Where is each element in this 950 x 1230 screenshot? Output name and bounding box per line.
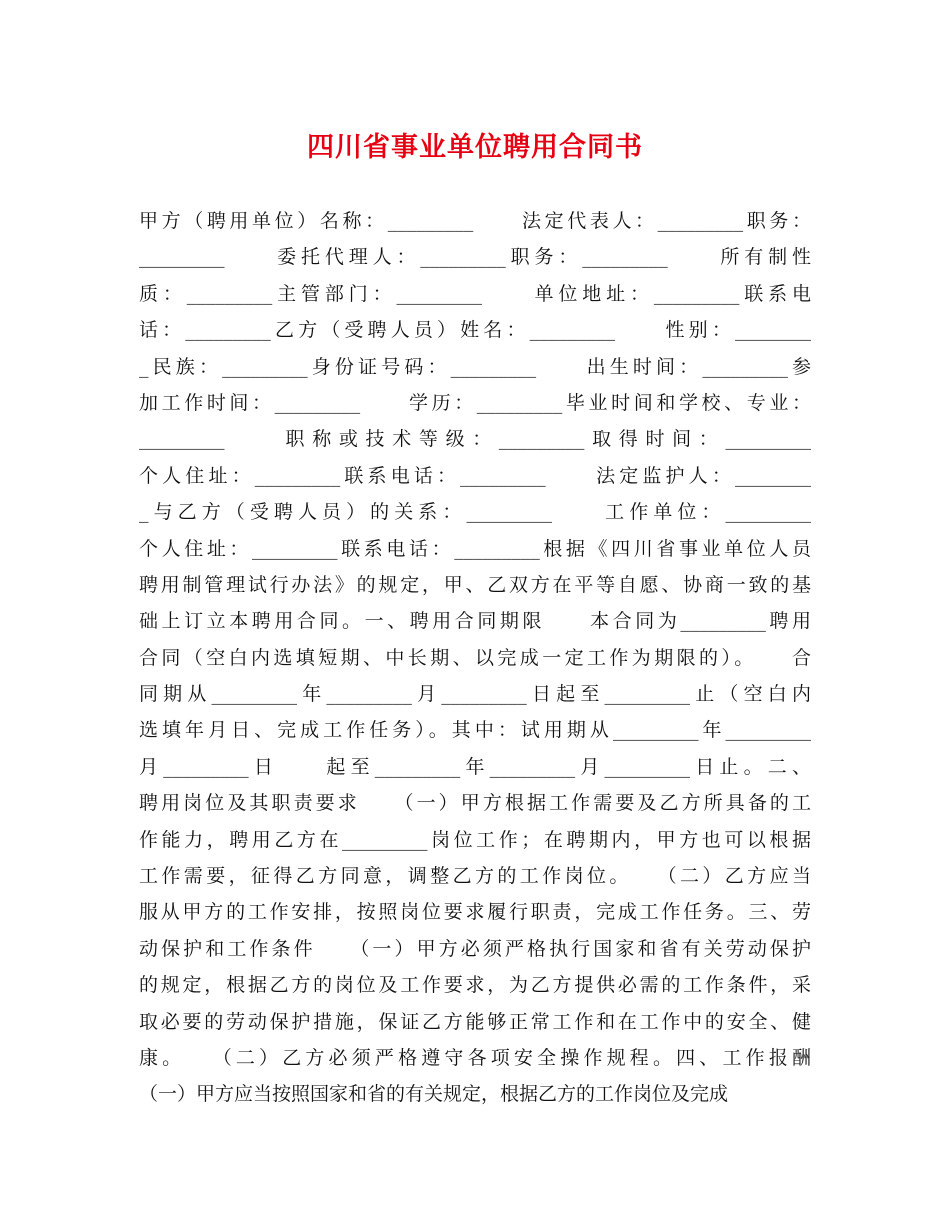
text-line-22: 的规定，根据乙方的岗位及工作要求，为乙方提供必需的工作条件，采 bbox=[139, 974, 811, 997]
text-line-18: 作能力，聘用乙方在_________岗位工作；在聘期内，甲方也可以根据 bbox=[139, 828, 811, 851]
text-line-23: 取必要的劳动保护措施，保证乙方能够正常工作和在工作中的安全、健 bbox=[139, 1010, 811, 1033]
text-line-25: （一）甲方应当按照国家和省的有关规定，根据乙方的工作岗位及完成 bbox=[139, 1083, 729, 1106]
text-line-19: 工作需要，征得乙方同意，调整乙方的工作岗位。 （二）乙方应当 bbox=[139, 865, 811, 888]
text-line-9: _与乙方（受聘人员）的关系：_________ 工作单位：_________ bbox=[139, 501, 811, 524]
text-line-21: 动保护和工作条件 （一）甲方必须严格执行国家和省有关劳动保护 bbox=[139, 937, 811, 960]
text-line-11: 聘用制管理试行办法》的规定，甲、乙双方在平等自愿、协商一致的基 bbox=[139, 573, 811, 596]
text-line-15: 选填年月日、完成工作任务）。其中：试用期从_________年_________ bbox=[139, 719, 811, 742]
text-line-3: 质：_________主管部门：_________ 单位地址：_________联系电 bbox=[139, 282, 811, 305]
text-line-2: _________ 委托代理人：_________职务：_________ 所有制性 bbox=[139, 246, 811, 269]
text-line-14: 同期从_________年_________月_________日起至_________止（空白内 bbox=[139, 683, 811, 706]
text-line-12: 础上订立本聘用合同。一、聘用合同期限 本合同为_________聘用 bbox=[139, 610, 811, 633]
text-line-17: 聘用岗位及其职责要求 （一）甲方根据工作需要及乙方所具备的工 bbox=[139, 792, 811, 815]
text-line-8: 个人住址：_________联系电话：_________ 法定监护人：________ bbox=[139, 464, 811, 487]
contract-body bbox=[139, 203, 811, 1113]
document-title: 四川省事业单位聘用合同书 bbox=[307, 132, 643, 163]
text-line-1: 甲方（聘用单位）名称：_________ 法定代表人：_________职务： bbox=[139, 210, 811, 232]
text-line-13: 合同（空白内选填短期、中长期、以完成一定工作为期限的）。 合 bbox=[139, 646, 811, 669]
text-line-5: _民族：_________身份证号码：_________ 出生时间：_________参 bbox=[139, 355, 811, 378]
text-line-20: 服从甲方的工作安排，按照岗位要求履行职责，完成工作任务。三、劳 bbox=[139, 901, 811, 924]
text-line-24: 康。 （二）乙方必须严格遵守各项安全操作规程。四、工作报酬 bbox=[139, 1046, 811, 1069]
text-line-6: 加工作时间：_________ 学历：_________毕业时间和学校、专业： bbox=[139, 391, 811, 414]
text-line-10: 个人住址：_________联系电话：_________根据《四川省事业单位人员 bbox=[139, 537, 811, 560]
text-line-16: 月_________日 起至_________年_________月_________日止。二、 bbox=[139, 755, 811, 778]
text-line-4: 话：_________乙方（受聘人员）姓名：_________ 性别：________ bbox=[139, 319, 811, 342]
text-line-7: _________ 职称或技术等级：_________取得时间：_________ bbox=[139, 428, 811, 451]
